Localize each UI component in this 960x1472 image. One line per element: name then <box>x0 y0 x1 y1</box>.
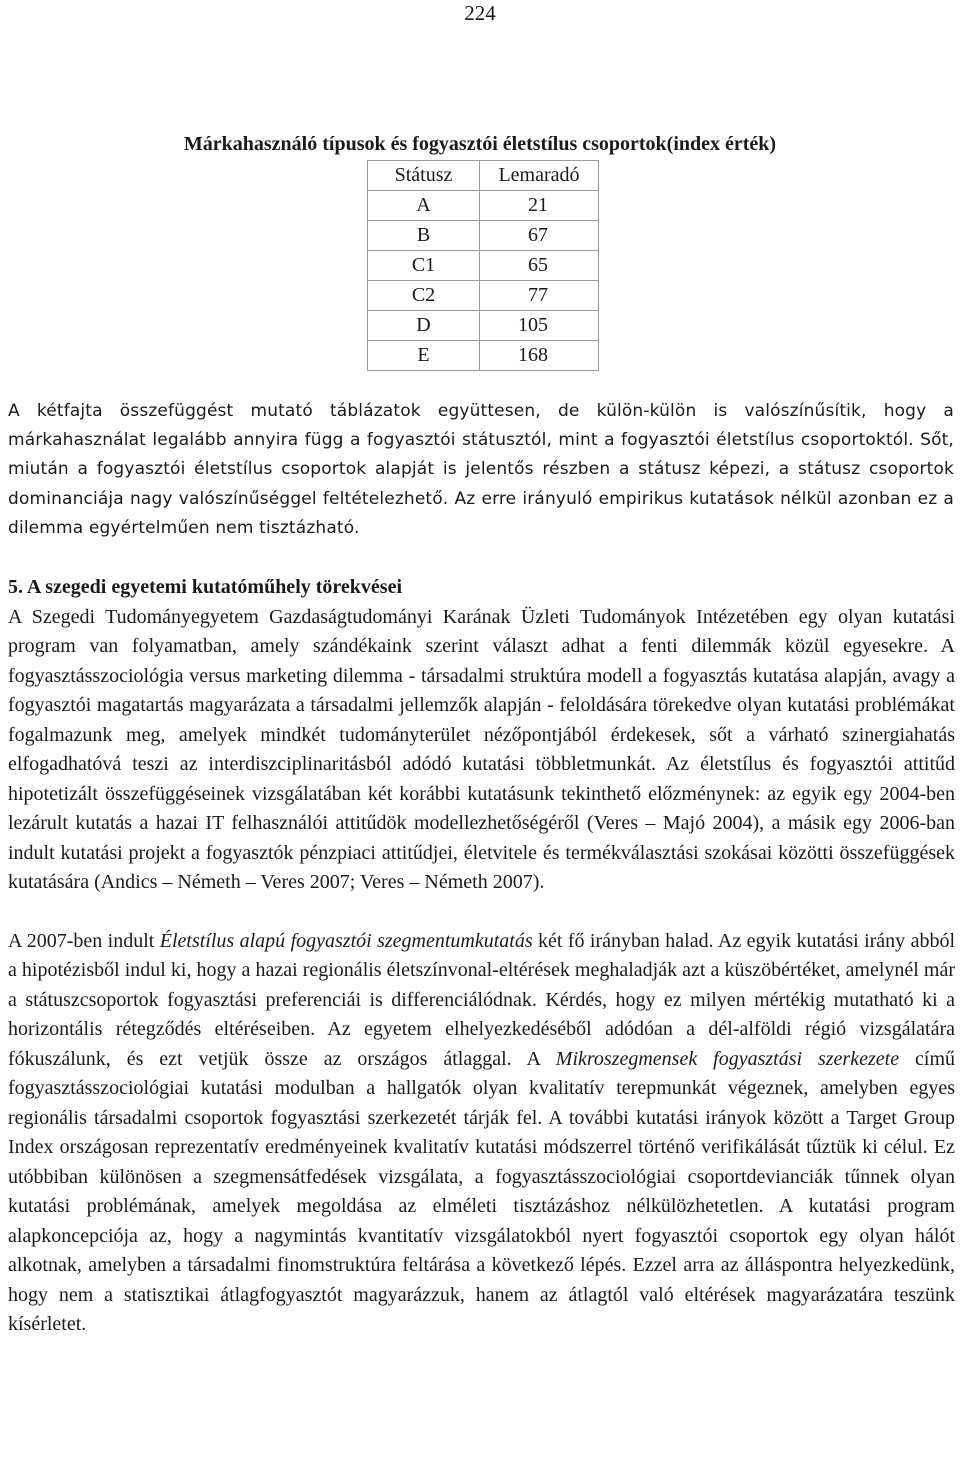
row-value: 168 <box>480 341 599 371</box>
paragraph-text-mid: két fő irányban halad. Az egyik kutatási irány abból a hipotézisből indul ki, hogy a hazai regionális életszínvonal-eltérések meghaladják azt a küszöbértéket, amelynél már a státuszcsoportok fogyasztási preferenciái is differenciálódnak. Kérdés, hogy ez milyen mértékig mutatható ki a horizontális rétegződés eltéréseiben. Az egyetem elhelyezkedéséből adódóan a dél-alföldi régió vizsgálatára fókuszálunk, és ezt vetjük össze az országos átlaggal. A <box>8 929 956 1070</box>
section-heading: 5. A szegedi egyetemi kutatóműhely törekvései <box>8 576 403 598</box>
paragraph-text: A Szegedi Tudományegyetem Gazdaságtudományi Karának Üzleti Tudományok Intézetében egy olyan kutatási program van folyamatban, amely szándékaink szerint választ adhat a fenti dilemmák közül egyesekre. A fogyasztásszociológia versus marketing dilemma - társadalmi struktúra modell a fogyasztás kutatása alapján, avagy a fogyasztói magatartás magyarázata a társadalmi jellemzők alapján - feloldására törekedve olyan kutatási problémákat fogalmazunk meg, amelyek mindkét tudományterület nézőpontjából érdekesek, sőt a várható szinergiahatás elfogadhatóvá teszi az interdiszciplinaritásból adódó kutatási többletmunkát. Az életstílus és fogyasztói attitűd hipotetizált összefüggéseinek vizsgálatában két korábbi kutatásunk tekinthető előzménynek: az egyik egy 2004-ben lezárult kutatás a hazai IT felhasználói attitűdök modellezhetőségéről (Veres – Majó 2004), a másik egy 2006-ban indult kutatási projekt a fogyasztók pénzpiaci attitűdjei, életvitele és termékválasztási szokásai közötti összefüggések kutatására (Andics – Németh – Veres 2007; Veres – Németh 2007). <box>8 605 955 893</box>
page-number: 224 <box>464 1 496 25</box>
table-header-row <box>368 161 599 191</box>
index-table <box>367 160 599 371</box>
paragraph-text-start: A 2007-ben indult <box>8 929 160 952</box>
table-row <box>368 311 599 341</box>
row-value: 105 <box>480 311 599 341</box>
row-label: C1 <box>368 251 480 281</box>
paragraph-table-interpretation: A kétfajta összefüggést mutató táblázatok együttesen, de külön-külön is valószínűsítik, hogy a márkahasználat legalább annyira függ a fogyasztói státusztól, mint a fogyasztói életstílus csoportoktól. Sőt, miután a fogyasztói életstílus csoportok alapját is jelentős részben a státusz képezi, a státusz csoportok dominanciája nagy valószínűséggel feltételezhető. Az erre irányuló empirikus kutatások nélkül azonban ez a dilemma egyértelműen nem tisztázható. <box>8 401 954 538</box>
section-body <box>8 573 955 1340</box>
row-label: D <box>368 311 480 341</box>
column-header-status: Státusz <box>368 161 480 191</box>
row-value: 67 <box>480 221 599 251</box>
table-row <box>368 221 599 251</box>
column-header-lemarado: Lemaradó <box>480 161 599 191</box>
row-label: A <box>368 191 480 221</box>
section-paragraph-2 <box>8 927 955 1340</box>
row-label: B <box>368 221 480 251</box>
table-row <box>368 281 599 311</box>
row-value: 77 <box>480 281 599 311</box>
table-row <box>368 251 599 281</box>
table-title: Márkahasználó típusok és fogyasztói életstílus csoportok(index érték) <box>183 133 777 155</box>
section-paragraph-1 <box>8 573 955 898</box>
row-label: E <box>368 341 480 371</box>
row-value: 21 <box>480 191 599 221</box>
paragraph-text-end: című fogyasztásszociológiai kutatási modulban a hallgatók olyan kvalitatív terepmunkát végeznek, amelyben egyes regionális társadalmi csoportok fogyasztási szerkezetét tárják fel. A további kutatási irányok között a Target Group Index országosan reprezentatív eredményeinek kvalitatív kutatási módszerrel történő verifikálását tűztük ki célul. Ez utóbbiban különösen a szegmensátfedések vizsgálata, a fogyasztásszociológiai csoportdevianciák tűnnek olyan kutatási problémának, amelyek megoldása az elméleti tisztázáshoz nélkülözhetetlen. A kutatási program alapkoncepciója az, hogy a nagymintás kvantitatív vizsgálatokból nyert fogyasztói csoportok egy olyan hálót alkotnak, amelyben a társadalmi finomstruktúra feltárása a következő lépés. Ezzel arra az álláspontra helyezkedünk, hogy nem a statisztikai átlagfogyasztót magyarázzuk, hanem az átlagtól való eltérések magyarázatára teszünk kísérletet. <box>8 1047 956 1335</box>
italic-title-2: Mikroszegmensek fogyasztási szerkezete <box>555 1047 900 1070</box>
italic-title-1: Életstílus alapú fogyasztói szegmentumkutatás <box>159 929 533 952</box>
table-row <box>368 341 599 371</box>
row-label: C2 <box>368 281 480 311</box>
row-value: 65 <box>480 251 599 281</box>
table-row <box>368 191 599 221</box>
